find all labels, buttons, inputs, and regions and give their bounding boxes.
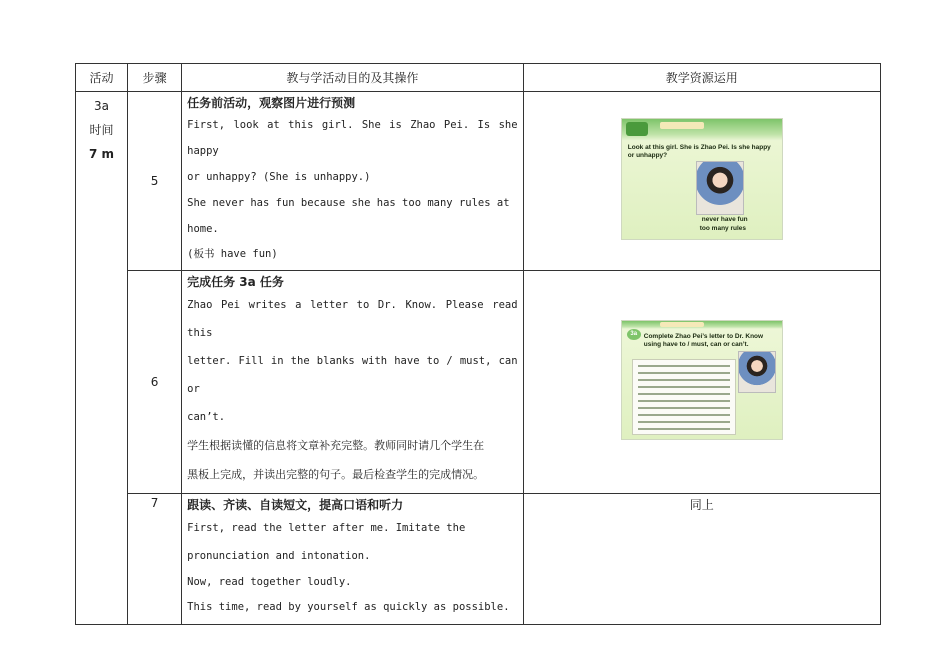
step-description bbox=[182, 494, 523, 625]
desc-line: (板书 have fun) bbox=[187, 248, 278, 260]
desc-line: can’t. bbox=[187, 411, 226, 423]
header-resources: 教学资源运用 bbox=[523, 64, 880, 92]
desc-line: Now, read together loudly. bbox=[187, 576, 352, 588]
resource-cell bbox=[523, 271, 880, 494]
step-heading: 跟读、齐读、自读短文，提高口语和听力 bbox=[187, 498, 404, 512]
table-row bbox=[76, 92, 881, 271]
step-heading: 完成任务 3a 任务 bbox=[187, 275, 284, 289]
activity-name: 3a bbox=[94, 99, 110, 113]
resource-cell bbox=[523, 92, 880, 271]
slide-question: Look at this girl. She is Zhao Pei. Is she happy or unhappy? bbox=[627, 144, 771, 159]
header-step: 步骤 bbox=[128, 64, 182, 92]
desc-line: Zhao Pei writes a letter to Dr. Know. Please read this bbox=[187, 299, 518, 339]
desc-line: pronunciation and intonation. bbox=[187, 550, 371, 562]
publisher-logo-icon bbox=[626, 122, 648, 136]
slide-caption: never have fun bbox=[701, 216, 748, 223]
header-purpose: 教与学活动目的及其操作 bbox=[182, 64, 523, 92]
slide-banner bbox=[622, 119, 782, 141]
header-row bbox=[76, 64, 881, 92]
step-number: 6 bbox=[128, 271, 182, 494]
desc-line: letter. Fill in the blanks with have to / must, can or bbox=[187, 355, 518, 395]
header-activity: 活动 bbox=[76, 64, 128, 92]
slide-thumbnail bbox=[621, 320, 783, 440]
desc-line: or unhappy? (She is unhappy.) bbox=[187, 171, 371, 183]
slide-tag bbox=[660, 322, 704, 327]
slide-subtitle: using have to / must, can or can’t. bbox=[643, 341, 749, 348]
activity-cell bbox=[76, 92, 128, 625]
slide-tag bbox=[660, 122, 704, 129]
step-heading: 任务前活动，观察图片进行预测 bbox=[187, 96, 356, 110]
girl-photo bbox=[738, 351, 776, 393]
girl-photo bbox=[696, 161, 744, 215]
lesson-plan-table bbox=[75, 63, 881, 625]
desc-line: First, read the letter after me. Imitate the bbox=[187, 522, 466, 534]
slide-caption: too many rules bbox=[699, 225, 746, 232]
table-row bbox=[76, 494, 881, 625]
resource-note: 同上 bbox=[523, 494, 880, 625]
task-badge: 3a bbox=[627, 329, 641, 340]
desc-line: She never has fun because she has too many rules at bbox=[187, 197, 510, 209]
step-number: 7 bbox=[128, 494, 182, 625]
desc-line: 学生根据读懂的信息将文章补充完整。教师同时请几个学生在 bbox=[187, 439, 485, 452]
time-value: 7 m bbox=[89, 147, 115, 161]
desc-line: First, look at this girl. She is Zhao Pei. Is she happy bbox=[187, 119, 518, 157]
desc-line: home. bbox=[187, 223, 219, 235]
table-row bbox=[76, 271, 881, 494]
slide-thumbnail bbox=[621, 118, 783, 240]
step-number: 5 bbox=[128, 92, 182, 271]
slide-banner bbox=[622, 321, 782, 329]
step-description bbox=[182, 271, 523, 494]
slide-title: Complete Zhao Pei’s letter to Dr. Know bbox=[643, 333, 764, 340]
desc-line: This time, read by yourself as quickly as possible. bbox=[187, 601, 510, 613]
step-description bbox=[182, 92, 523, 271]
time-label: 时间 bbox=[89, 123, 114, 137]
desc-line: 黑板上完成，并读出完整的句子。最后检查学生的完成情况。 bbox=[187, 468, 485, 481]
letter-image bbox=[632, 359, 736, 435]
